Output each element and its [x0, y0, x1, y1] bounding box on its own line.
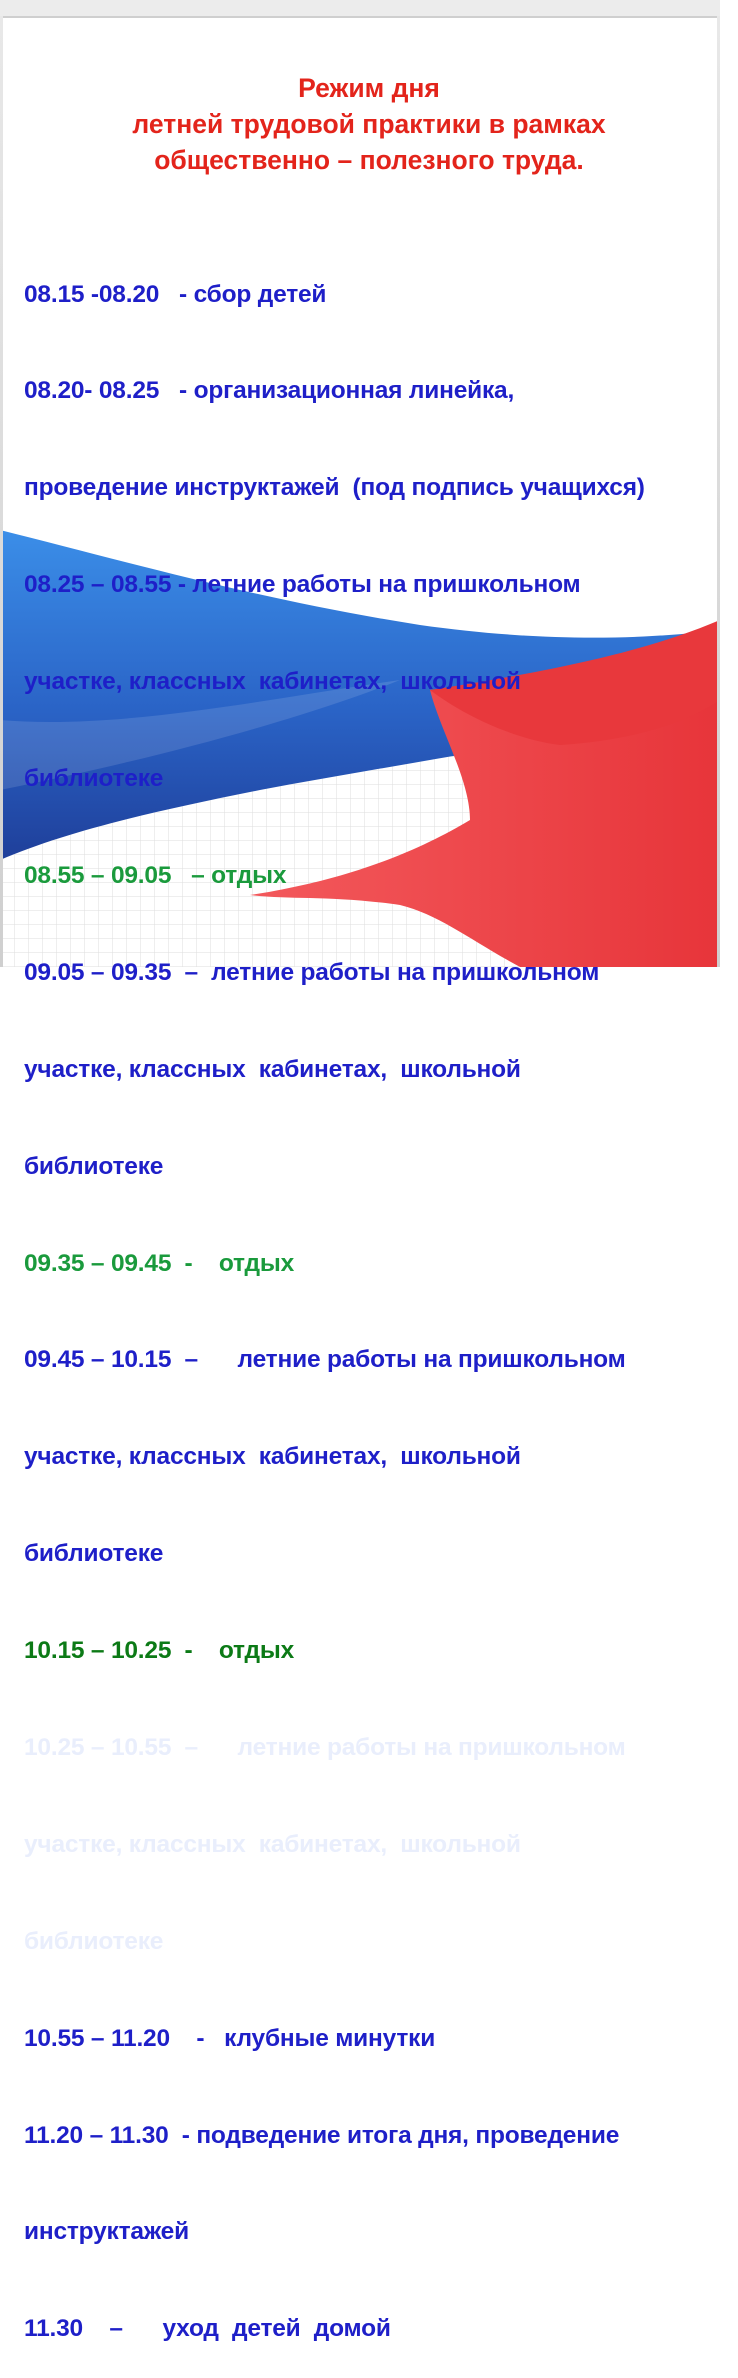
schedule-line: 08.20- 08.25 - организационная линейка,: [24, 377, 515, 405]
schedule-line: 09.35 – 09.45 - отдых: [24, 1249, 294, 1277]
schedule-line: 09.45 – 10.15 – летние работы на пришкольном: [24, 1346, 626, 1374]
page-title: [0, 70, 738, 178]
title-line: Режим дня: [298, 73, 440, 103]
schedule-line: 08.55 – 09.05 – отдых: [24, 861, 287, 889]
title-line: летней трудовой практики в рамках: [132, 109, 606, 139]
schedule-line: участке, классных кабинетах, школьной: [24, 1830, 521, 1858]
schedule-line: участке, классных кабинетах, школьной: [24, 668, 521, 696]
schedule-line: библиотеке: [24, 1927, 164, 1955]
schedule-line: 10.15 – 10.25 - отдых: [24, 1637, 294, 1665]
schedule-line: библиотеке: [24, 1540, 164, 1568]
schedule-line: 09.05 – 09.35 – летние работы на пришкольном: [24, 958, 600, 986]
schedule-line: 08.25 – 08.55 - летние работы на пришкольном: [24, 571, 581, 599]
schedule-line: 08.15 -08.20 - сбор детей: [24, 280, 327, 308]
schedule-line: библиотеке: [24, 765, 164, 793]
schedule-list: [24, 214, 714, 2378]
title-line: общественно – полезного труда.: [154, 145, 584, 175]
schedule-line: участке, классных кабинетах, школьной: [24, 1055, 521, 1083]
schedule-line: 11.20 – 11.30 - подведение итога дня, проведение: [24, 2121, 620, 2149]
schedule-line: 11.30 – уход детей домой: [24, 2315, 391, 2343]
schedule-line: проведение инструктажей (под подпись учащихся): [24, 474, 645, 502]
schedule-line: 10.55 – 11.20 - клубные минутки: [24, 2024, 436, 2052]
schedule-line: библиотеке: [24, 1152, 164, 1180]
schedule-line: инструктажей: [24, 2218, 189, 2246]
schedule-line: 10.25 – 10.55 – летние работы на пришкольном: [24, 1733, 626, 1761]
schedule-line: участке, классных кабинетах, школьной: [24, 1443, 521, 1471]
